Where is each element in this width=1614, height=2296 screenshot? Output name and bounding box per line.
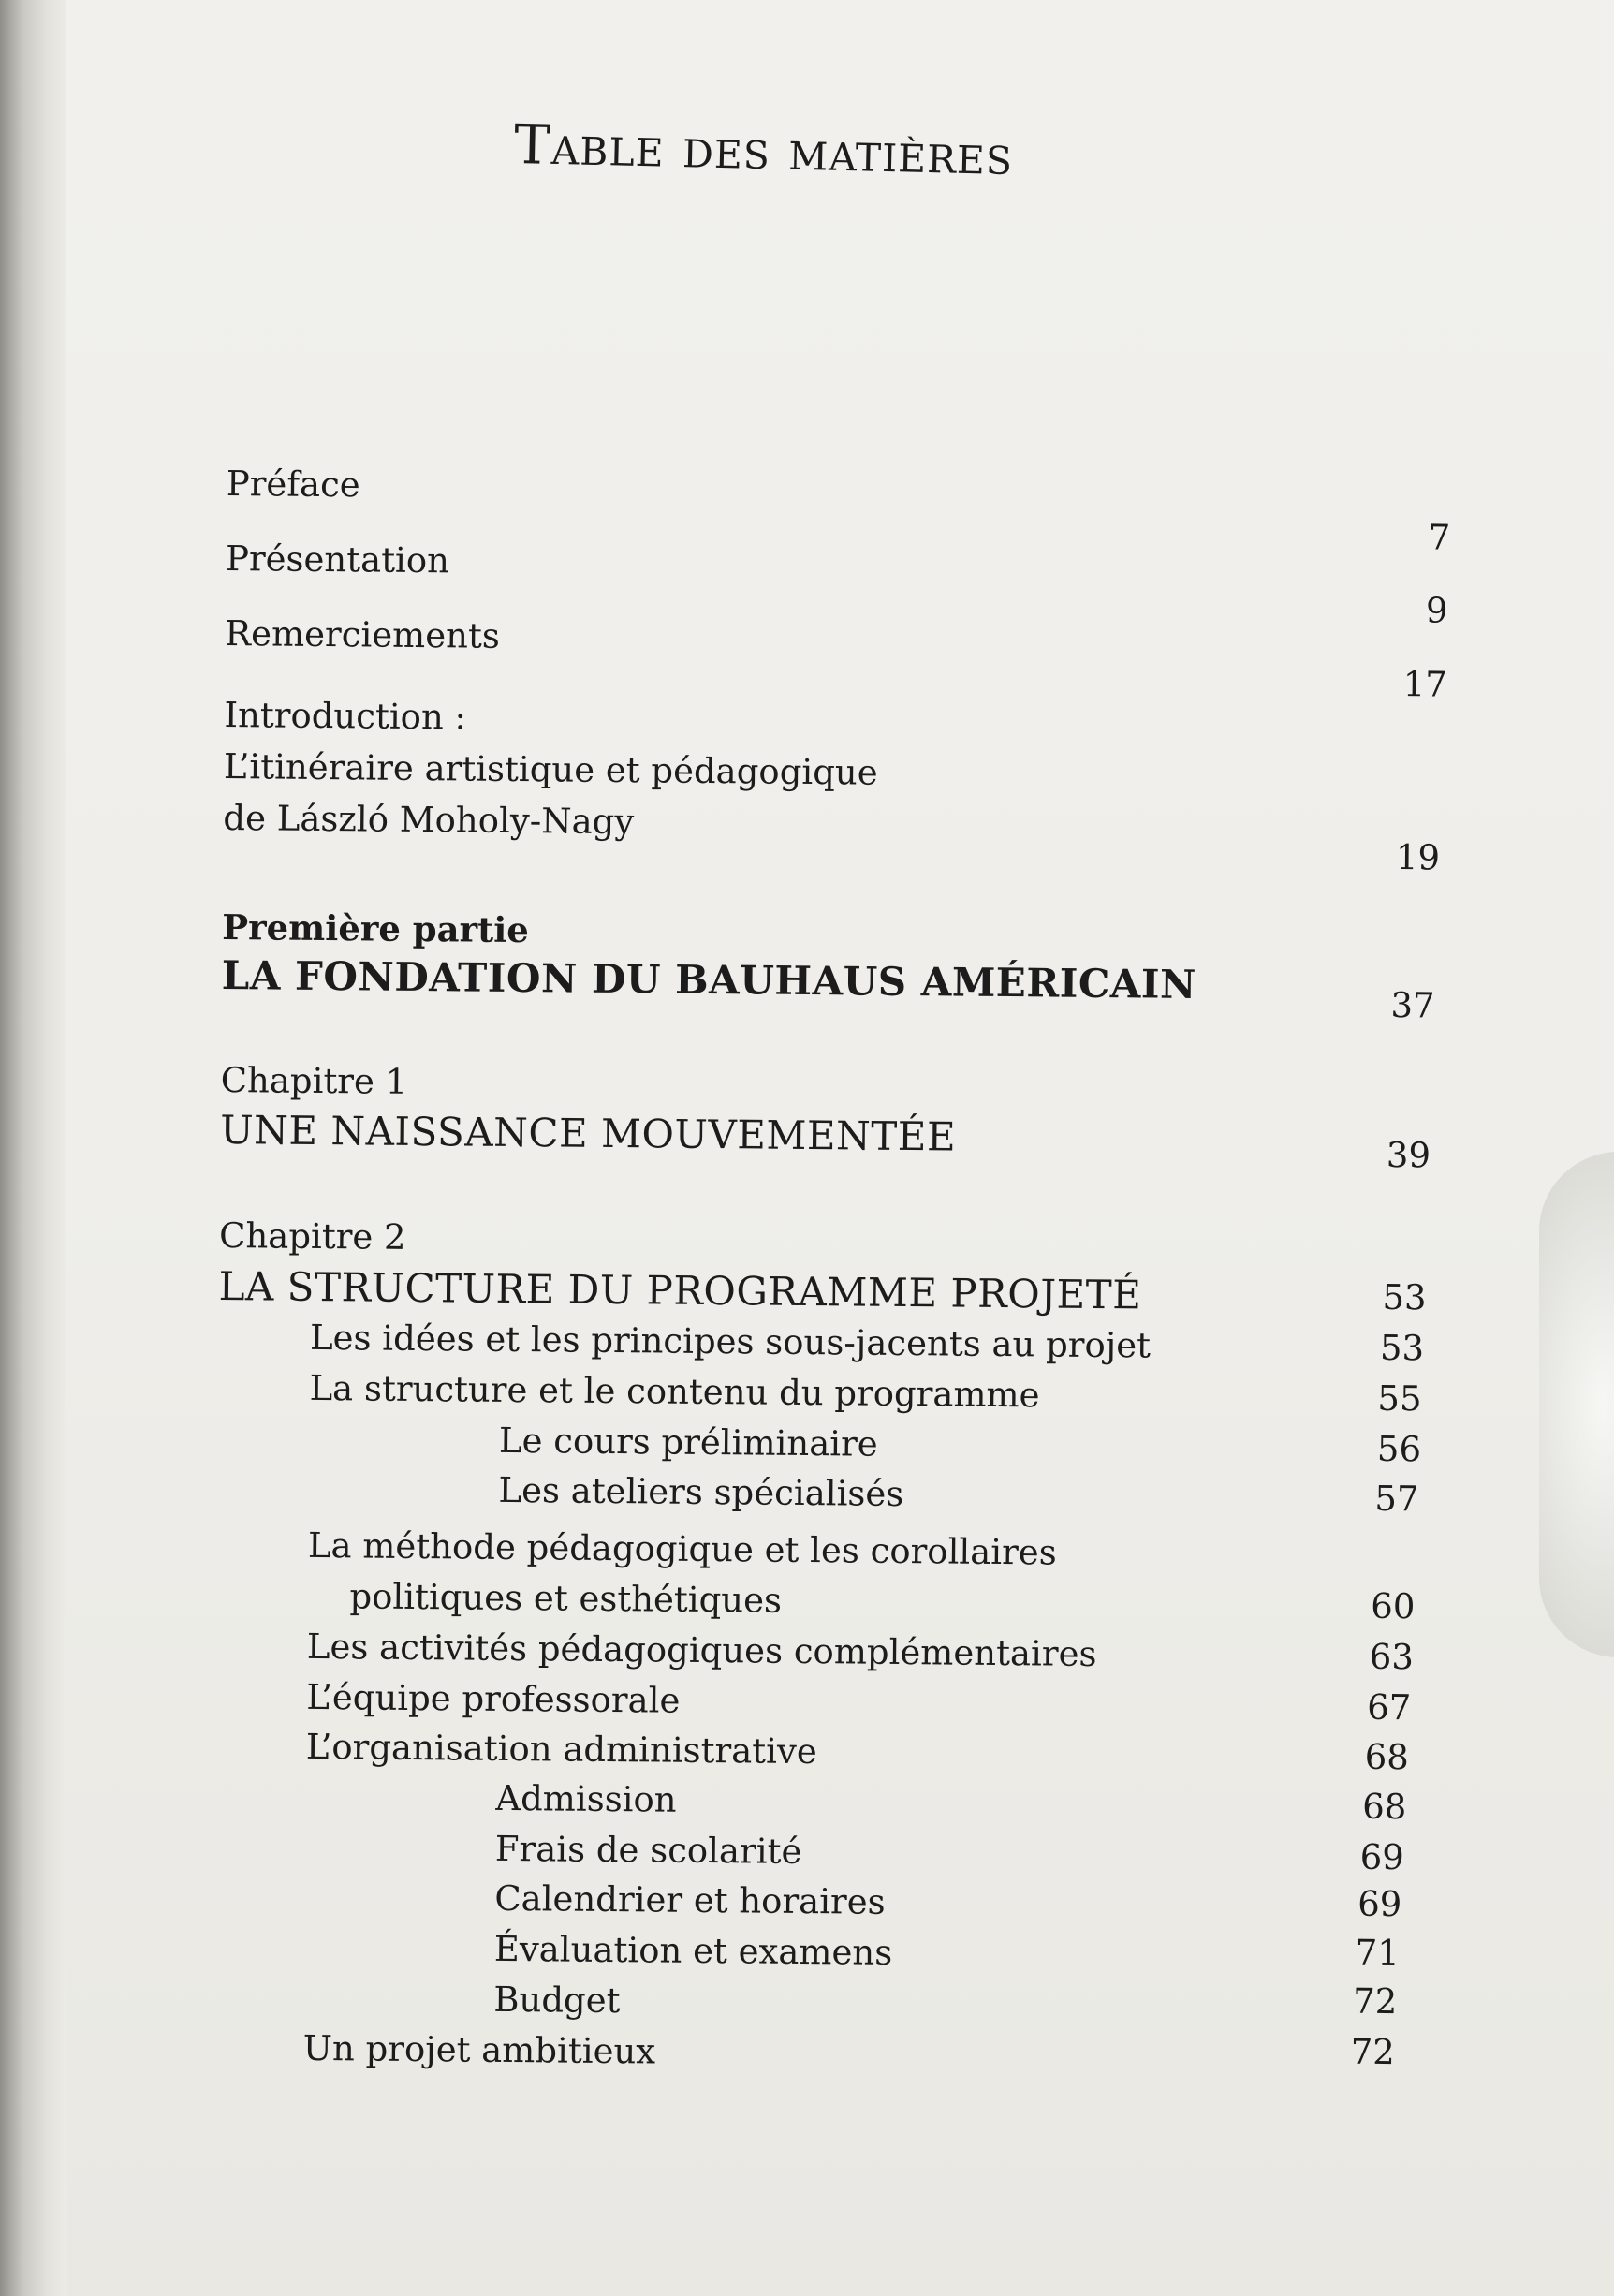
toc-page-activites-complementaires: 63 <box>1369 1636 1415 1678</box>
toc-page-projet-ambitieux: 72 <box>1350 2031 1396 2073</box>
toc-entry-projet-ambitieux: Un projet ambitieux <box>302 2027 656 2072</box>
toc-entry-frais-scolarite: Frais de scolarité <box>494 1828 802 1872</box>
toc-entry-equipe-professorale: L’équipe professorale <box>306 1676 681 1721</box>
toc-entry-activites-complementaires: Les activités pédagogiques complémentaires <box>306 1626 1097 1674</box>
toc-entry-admission: Admission <box>495 1777 677 1820</box>
toc-page-evaluation-examens: 71 <box>1355 1932 1401 1974</box>
toc-entry-preface: Préface <box>226 464 360 506</box>
toc-page-fondation: 37 <box>1390 984 1435 1026</box>
book-page <box>66 0 1614 2296</box>
toc-entry-remerciements: Remerciements <box>225 613 501 656</box>
toc-entry-ateliers-specialises: Les ateliers spécialisés <box>498 1469 904 1515</box>
toc-entry-idees-principes: Les idées et les principes sous-jacents au projet <box>309 1317 1152 1366</box>
toc-page-idees-principes: 53 <box>1379 1327 1425 1369</box>
toc-entry-structure-programme: LA STRUCTURE DU PROGRAMME PROJETÉ <box>218 1262 1142 1318</box>
toc-entry-cours-preliminaire: Le cours préliminaire <box>498 1420 878 1464</box>
toc-page-structure-contenu: 55 <box>1377 1377 1422 1420</box>
toc-page-naissance: 39 <box>1386 1134 1431 1176</box>
table-of-contents <box>66 0 1614 2296</box>
toc-page-equipe-professorale: 67 <box>1367 1686 1412 1729</box>
toc-entry-calendrier-horaires: Calendrier et horaires <box>494 1877 886 1922</box>
toc-page-organisation-administrative: 68 <box>1364 1736 1410 1778</box>
toc-page-budget: 72 <box>1353 1980 1398 2023</box>
toc-entry-organisation-administrative: L’organisation administrative <box>305 1726 817 1773</box>
page-title: Table des matières <box>513 112 1014 188</box>
toc-page-moholy-nagy: 19 <box>1395 837 1441 878</box>
toc-page-preface: 7 <box>1428 517 1451 558</box>
toc-page-cours-preliminaire: 56 <box>1376 1428 1422 1470</box>
toc-entry-fondation: LA FONDATION DU BAUHAUS AMÉRICAIN <box>221 951 1197 1008</box>
toc-entry-chapitre-1: Chapitre 1 <box>220 1059 408 1102</box>
toc-page-politiques-esthetiques: 60 <box>1371 1585 1416 1627</box>
toc-page-frais-scolarite: 69 <box>1359 1836 1405 1878</box>
toc-entry-evaluation-examens: Évaluation et examens <box>493 1928 893 1973</box>
toc-page-ateliers-specialises: 57 <box>1374 1478 1419 1520</box>
toc-page-remerciements: 17 <box>1402 664 1448 705</box>
toc-entry-budget: Budget <box>493 1979 621 2022</box>
toc-entry-itineraire: L’itinéraire artistique et pédagogique <box>223 746 878 793</box>
toc-entry-premiere-partie: Première partie <box>222 905 530 951</box>
toc-entry-presentation: Présentation <box>225 538 450 581</box>
toc-entry-moholy-nagy: de László Moholy-Nagy <box>223 798 635 843</box>
toc-page-structure-programme: 53 <box>1382 1276 1427 1318</box>
toc-entry-politiques-esthetiques: politiques et esthétiques <box>349 1576 783 1621</box>
toc-page-presentation: 9 <box>1425 590 1448 631</box>
toc-entry-introduction: Introduction : <box>224 695 467 738</box>
toc-page-admission: 68 <box>1362 1786 1407 1828</box>
toc-entry-chapitre-2: Chapitre 2 <box>218 1214 406 1258</box>
toc-entry-structure-contenu: La structure et le contenu du programme <box>309 1367 1040 1416</box>
book-binding-shadow <box>0 0 66 2296</box>
toc-page-calendrier-horaires: 69 <box>1357 1883 1402 1925</box>
toc-entry-methode-pedagogique: La méthode pédagogique et les corollaires <box>307 1524 1057 1573</box>
toc-entry-naissance: UNE NAISSANCE MOUVEMENTÉE <box>219 1106 957 1160</box>
